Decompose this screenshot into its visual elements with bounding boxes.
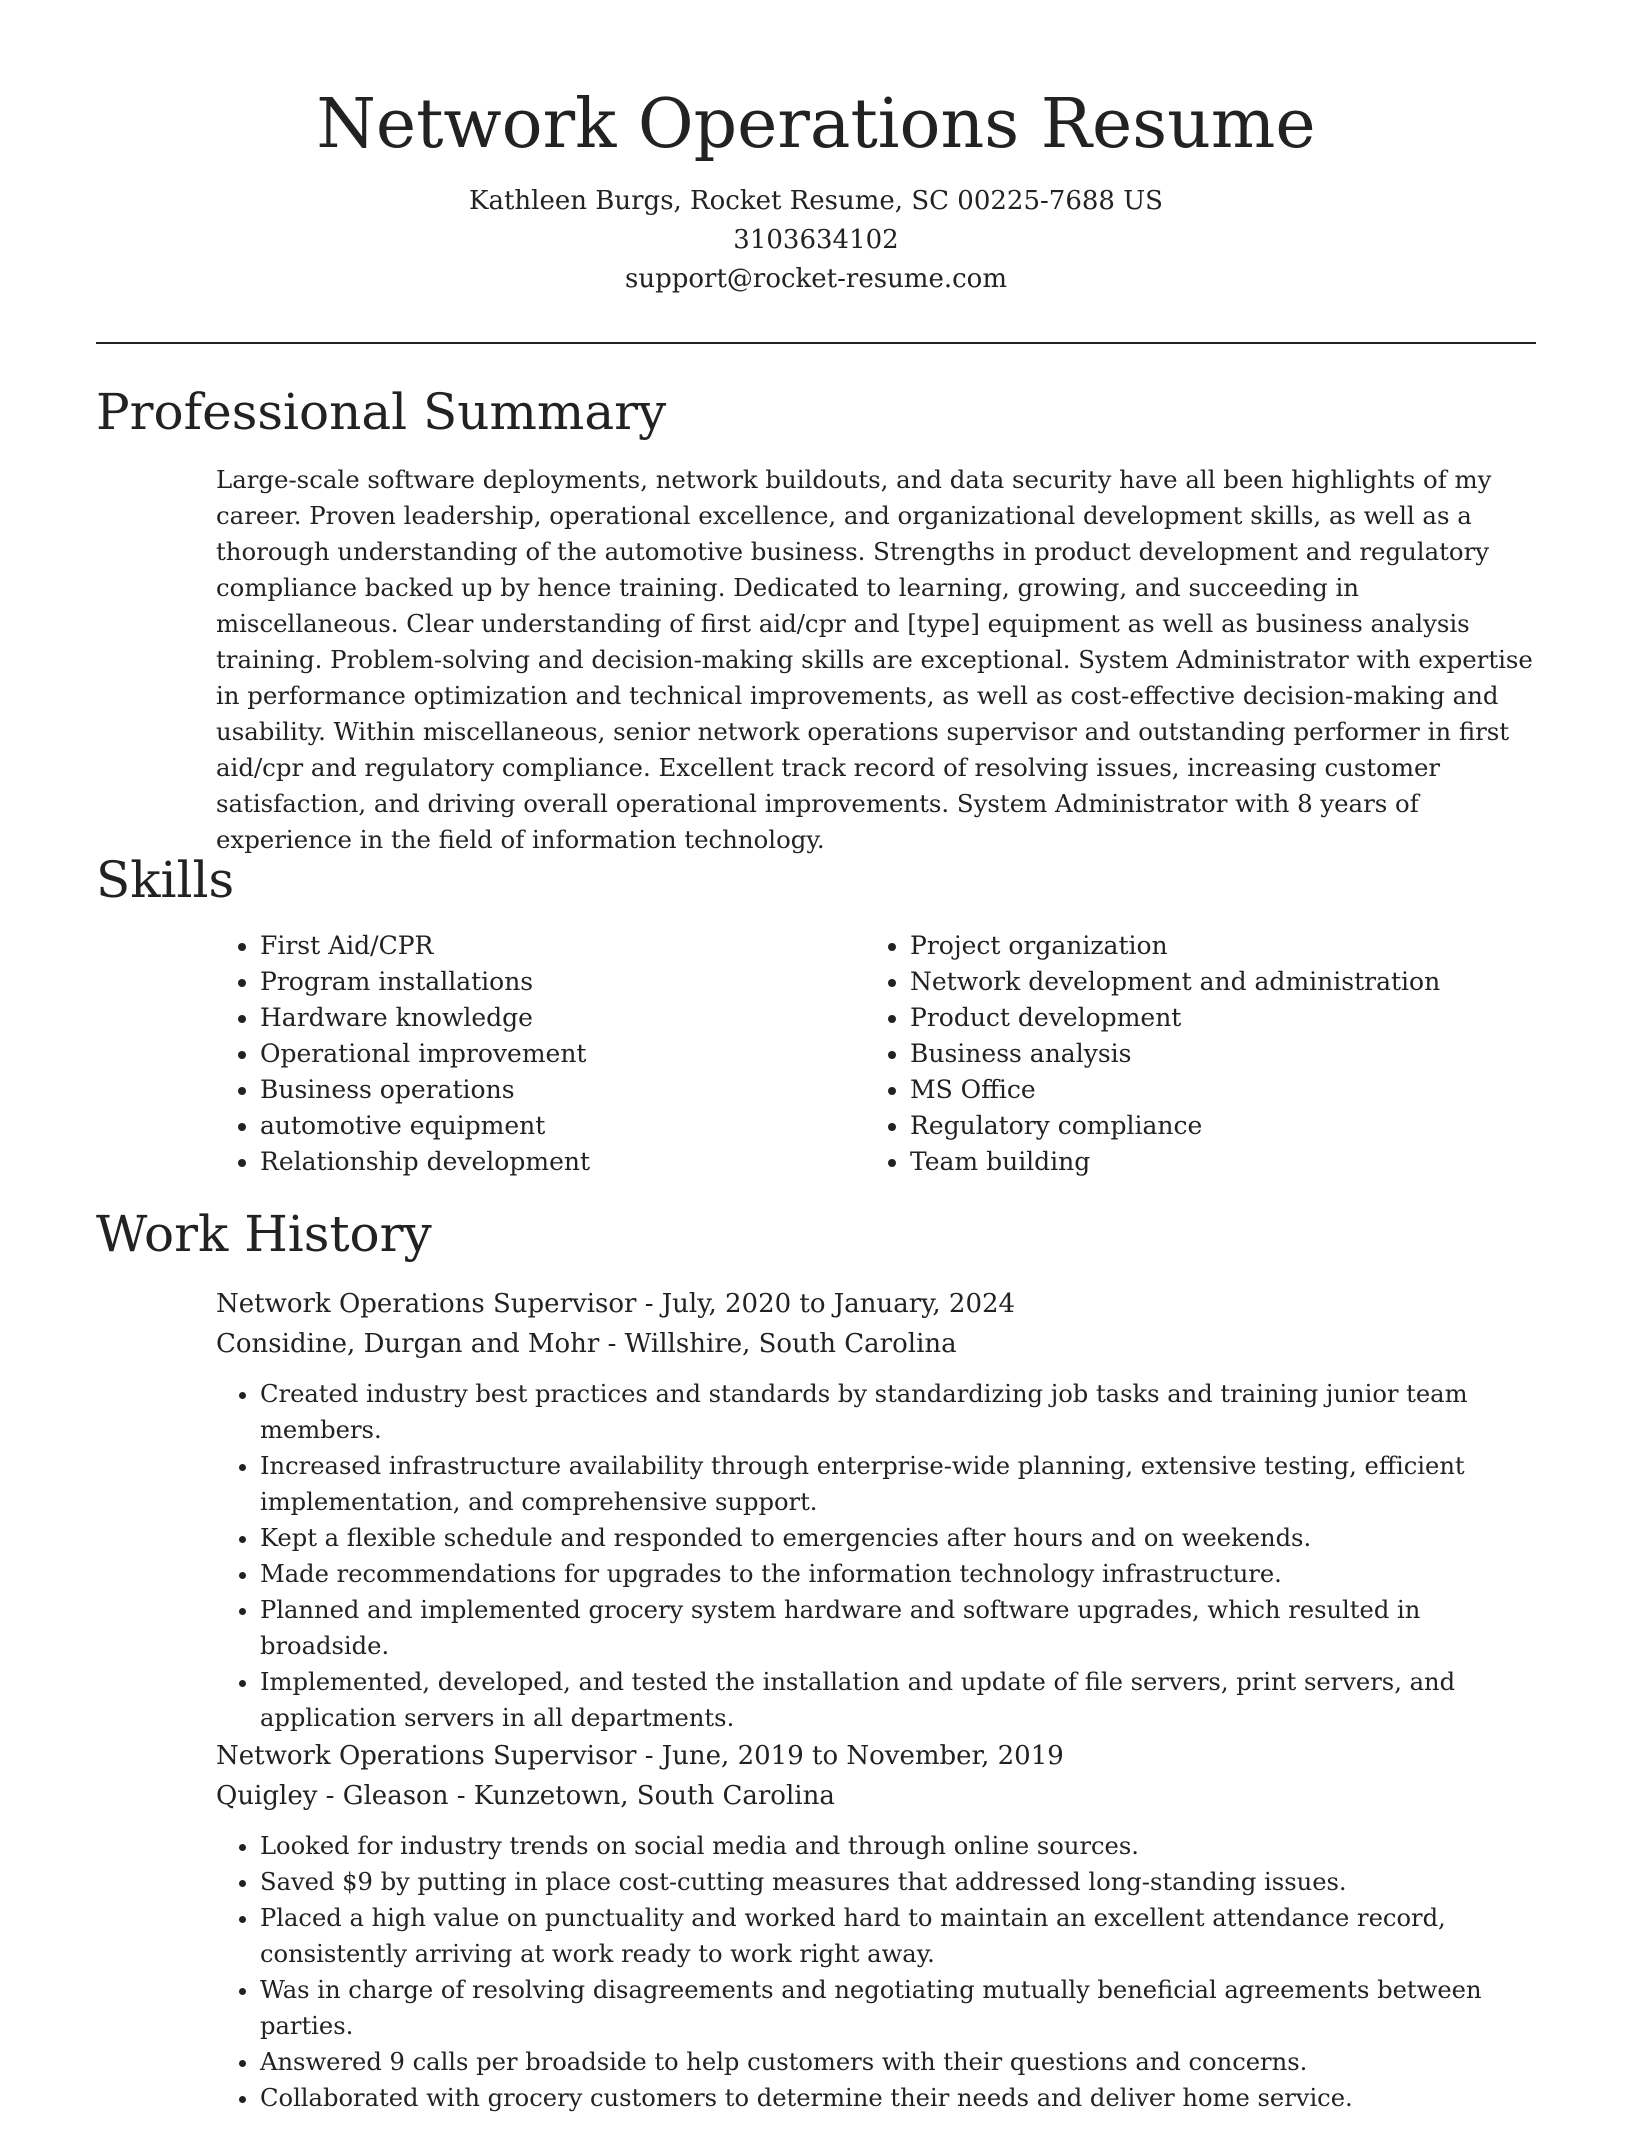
job-duty: • Implemented, developed, and tested the installation and update of file servers, print servers, and application servers in all departments. bbox=[260, 1664, 1536, 1736]
job-duty: • Looked for industry trends on social media and through online sources. bbox=[260, 1828, 1536, 1864]
job-duty: • Saved $9 by putting in place cost-cutting measures that addressed long-standing issues. bbox=[260, 1864, 1536, 1900]
skill-item: • Business analysis bbox=[910, 1036, 1536, 1072]
job-duty: • Placed a high value on punctuality and worked hard to maintain an excellent attendance record, consistently arriving at work ready to work right away. bbox=[260, 1900, 1536, 1972]
job-duty: • Collaborated with grocery customers to determine their needs and deliver home service. bbox=[260, 2080, 1536, 2116]
job-duty: • Created industry best practices and standards by standardizing job tasks and training junior team members. bbox=[260, 1376, 1536, 1448]
document-title: Network Operations Resume bbox=[316, 85, 1316, 164]
skill-item: • MS Office bbox=[910, 1072, 1536, 1108]
skill-item: • Relationship development bbox=[260, 1144, 836, 1180]
job-duty: • Increased infrastructure availability through enterprise-wide planning, extensive testing, efficient implementation, and comprehensive support. bbox=[260, 1448, 1536, 1520]
skill-item: • Business operations bbox=[260, 1072, 836, 1108]
summary-paragraph: Large-scale software deployments, network buildouts, and data security have all been highlights of my career. Proven leadership, operational excellence, and organizational development skills, as well as a thorough understanding of the automotive business. Strengths in product development and regulatory compliance backed up by hence training. Dedicated to learning, growing, and succeeding in miscellaneous. Clear understanding of first aid/cpr and [type] equipment as well as business analysis training. Problem-solving and decision-making skills are exceptional. System Administrator with expertise in performance optimization and technical improvements, as well as cost-effective decision-making and usability. Within miscellaneous, senior network operations supervisor and outstanding performer in first aid/cpr and regulatory compliance. Excellent track record of resolving issues, increasing customer satisfaction, and driving overall operational improvements. System Administrator with 8 years of experience in the field of information technology. bbox=[216, 465, 1533, 854]
skill-item: • automotive equipment bbox=[260, 1108, 836, 1144]
skill-item: • Product development bbox=[910, 1000, 1536, 1036]
job-title-dates: Network Operations Supervisor - July, 2020 to January, 2024 bbox=[216, 1289, 1016, 1319]
skill-item: • Program installations bbox=[260, 964, 836, 1000]
header-divider bbox=[96, 342, 1536, 344]
job-entry bbox=[216, 1736, 1536, 2132]
job-company-location: Considine, Durgan and Mohr - Willshire, South Carolina bbox=[216, 1329, 957, 1359]
job-duty: • Answered 9 calls per broadside to help customers with their questions and concerns. bbox=[260, 2044, 1536, 2080]
skills-list-right bbox=[866, 928, 1536, 1180]
skill-item: • Operational improvement bbox=[260, 1036, 836, 1072]
skills-column-right bbox=[866, 928, 1536, 1180]
skill-item: • Network development and administration bbox=[910, 964, 1536, 1000]
job-duty: • Made recommendations for upgrades to the information technology infrastructure. bbox=[260, 1556, 1536, 1592]
contact-address: Kathleen Burgs, Rocket Resume, SC 00225-7688 US bbox=[469, 186, 1163, 216]
resume-header bbox=[96, 80, 1536, 299]
job-duties-list bbox=[216, 1376, 1536, 1736]
skills-column-left bbox=[216, 928, 836, 1180]
skill-item: • Team building bbox=[910, 1144, 1536, 1180]
skill-item: • Regulatory compliance bbox=[910, 1108, 1536, 1144]
skills-heading: Skills bbox=[96, 851, 235, 909]
job-duty: • Planned and implemented grocery system hardware and software upgrades, which resulted in broadside. bbox=[260, 1592, 1536, 1664]
job-title-dates: Network Operations Supervisor - June, 2019 to November, 2019 bbox=[216, 1741, 1064, 1771]
job-duty: • Kept a flexible schedule and responded to emergencies after hours and on weekends. bbox=[260, 1520, 1536, 1556]
summary-heading: Professional Summary bbox=[96, 383, 667, 441]
job-company-location: Quigley - Gleason - Kunzetown, South Carolina bbox=[216, 1781, 835, 1811]
skills-list-left bbox=[216, 928, 836, 1180]
job-duties-list bbox=[216, 1828, 1536, 2116]
skill-item: • Hardware knowledge bbox=[260, 1000, 836, 1036]
work-history-heading: Work History bbox=[96, 1205, 432, 1263]
job-entry bbox=[216, 1284, 1536, 1752]
skill-item: • Project organization bbox=[910, 928, 1536, 964]
job-duty: • Was in charge of resolving disagreements and negotiating mutually beneficial agreements between parties. bbox=[260, 1972, 1536, 2044]
skill-item: • First Aid/CPR bbox=[260, 928, 836, 964]
contact-phone: 3103634102 bbox=[733, 225, 899, 255]
contact-email: support@rocket-resume.com bbox=[624, 264, 1007, 294]
